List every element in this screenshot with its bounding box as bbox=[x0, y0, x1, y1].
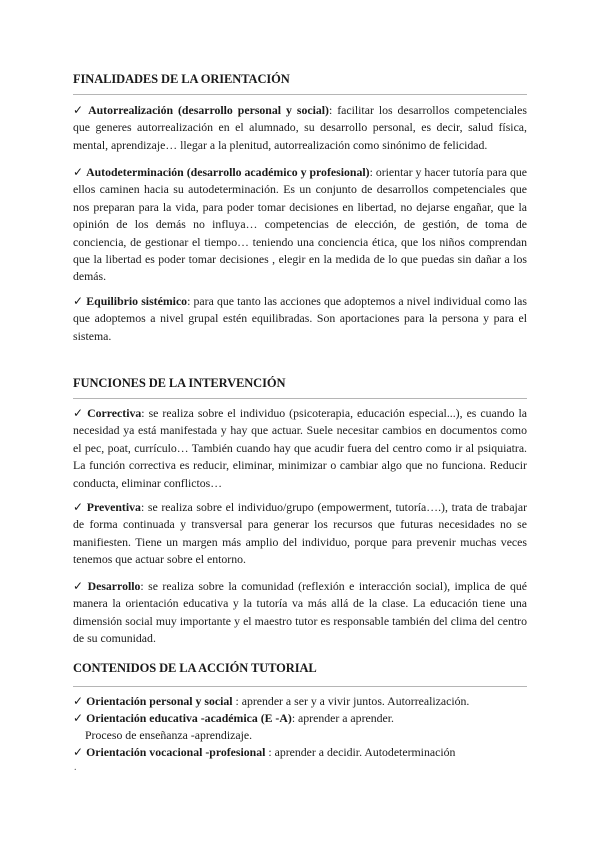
divider-funciones bbox=[73, 398, 527, 399]
item-correctiva bbox=[73, 405, 527, 492]
divider-contenidos bbox=[73, 686, 527, 687]
text-equilibrio: : para que tanto las acciones que adoptemos a nivel individual como las que adoptemos a nivel grupal estén equilibradas. Son aportaciones para la persona y para el sistema. bbox=[73, 294, 528, 343]
text-correctiva: : se realiza sobre el individuo (psicoterapia, educación especial...), es cuando la necesidad ya está manifestada y hay que actuar. Suele necesitar cambios en documentos como el pec, poat, currículo… También cuando hay que acudir fuera del centro como ir al psiquiatra. La función correctiva es reducir, eliminar, minimizar o cambiar algo que no funciona. Reducir conducta, eliminar conflictos… bbox=[73, 406, 527, 490]
term-preventiva: Preventiva bbox=[86, 500, 141, 514]
item-orientacion-vocacional bbox=[73, 744, 533, 761]
item-orientacion-personal bbox=[73, 693, 533, 710]
term-orientacion-educativa: Orientación educativa -académica (E -A) bbox=[86, 711, 292, 725]
item-preventiva bbox=[73, 499, 527, 569]
text-autorrealizacion: : facilitar los desarrollos competenciales que generes autorrealización en el alumnado, su desarrollo personal, es decir, salud física, mental, aprendizaje… llegar a la plenitud, autorrealización como sinónimo de felicidad. bbox=[73, 103, 527, 152]
sub-orientacion-educativa: Proceso de enseñanza -aprendizaje. bbox=[85, 728, 253, 742]
term-orientacion-personal: Orientación personal y social bbox=[86, 694, 233, 708]
check-icon: ✓ bbox=[73, 406, 85, 420]
term-orientacion-vocacional: Orientación vocacional -profesional bbox=[86, 745, 266, 759]
check-icon: ✓ bbox=[73, 694, 84, 708]
check-icon: ✓ bbox=[73, 745, 84, 759]
text-desarrollo: : se realiza sobre la comunidad (reflexión e interacción social), implica de qué manera la orientación educativa y la tutoría va más allá de la clase. La educación tiene una dimensión social muy importante y el maestro tutor es responsable también del clima del centro de su comunidad. bbox=[73, 579, 527, 646]
item-autodeterminacion bbox=[73, 164, 527, 286]
heading-finalidades: FINALIDADES DE LA ORIENTACIÓN bbox=[73, 72, 290, 86]
check-icon: ✓ bbox=[73, 579, 85, 593]
item-desarrollo bbox=[73, 578, 527, 648]
item-orientacion-educativa bbox=[73, 710, 533, 727]
check-icon: ✓ bbox=[73, 294, 84, 308]
heading-funciones: FUNCIONES DE LA INTERVENCIÓN bbox=[73, 376, 286, 390]
term-autodeterminacion: Autodeterminación (desarrollo académico y profesional) bbox=[86, 165, 370, 179]
check-icon: ✓ bbox=[73, 500, 84, 514]
check-icon: ✓ bbox=[73, 711, 84, 725]
trailing-mark: . bbox=[74, 762, 77, 773]
divider-finalidades bbox=[73, 94, 527, 95]
term-equilibrio: Equilibrio sistémico bbox=[86, 294, 188, 308]
check-icon: ✓ bbox=[73, 103, 86, 117]
term-desarrollo: Desarrollo bbox=[87, 579, 141, 593]
term-autorrealizacion: Autorrealización (desarrollo personal y social) bbox=[88, 103, 329, 117]
text-autodeterminacion: : orientar y hacer tutoría para que ellos caminen hacia su autodeterminación. Es un conjunto de desarrollos competenciales que nos preparan para la vida, para poder tomar decisiones en libertad, no dejarse engañar, que la opinión de los demás no influya… competencias de elección, de gestión, de toma de conciencia, de gestionar el tiempo… teniendo una conciencia ética, que los niños comprendan que la libertad es poder tomar decisiones , elegir en la medida de lo que puedas sin dañar a los demás. bbox=[73, 165, 527, 284]
heading-contenidos: CONTENIDOS DE LA ACCIÓN TUTORIAL bbox=[73, 661, 317, 675]
text-preventiva: : se realiza sobre el individuo/grupo (empowerment, tutoría….), trata de trabajar de forma continuada y transversal para generar los recursos que futuras necesidades no se manifiesten. Tiene un margen más amplio del individuo, porque para prevenir muchas veces tenemos que actuar sobre el entorno. bbox=[73, 500, 527, 567]
item-autorrealizacion bbox=[73, 102, 527, 154]
text-orientacion-vocacional: : aprender a decidir. Autodeterminación bbox=[265, 745, 456, 759]
text-orientacion-personal: : aprender a ser y a vivir juntos. Autorrealización. bbox=[232, 694, 470, 708]
item-equilibrio bbox=[73, 293, 527, 345]
term-correctiva: Correctiva bbox=[87, 406, 142, 420]
check-icon: ✓ bbox=[73, 165, 84, 179]
text-orientacion-educativa: : aprender a aprender. bbox=[291, 711, 394, 725]
